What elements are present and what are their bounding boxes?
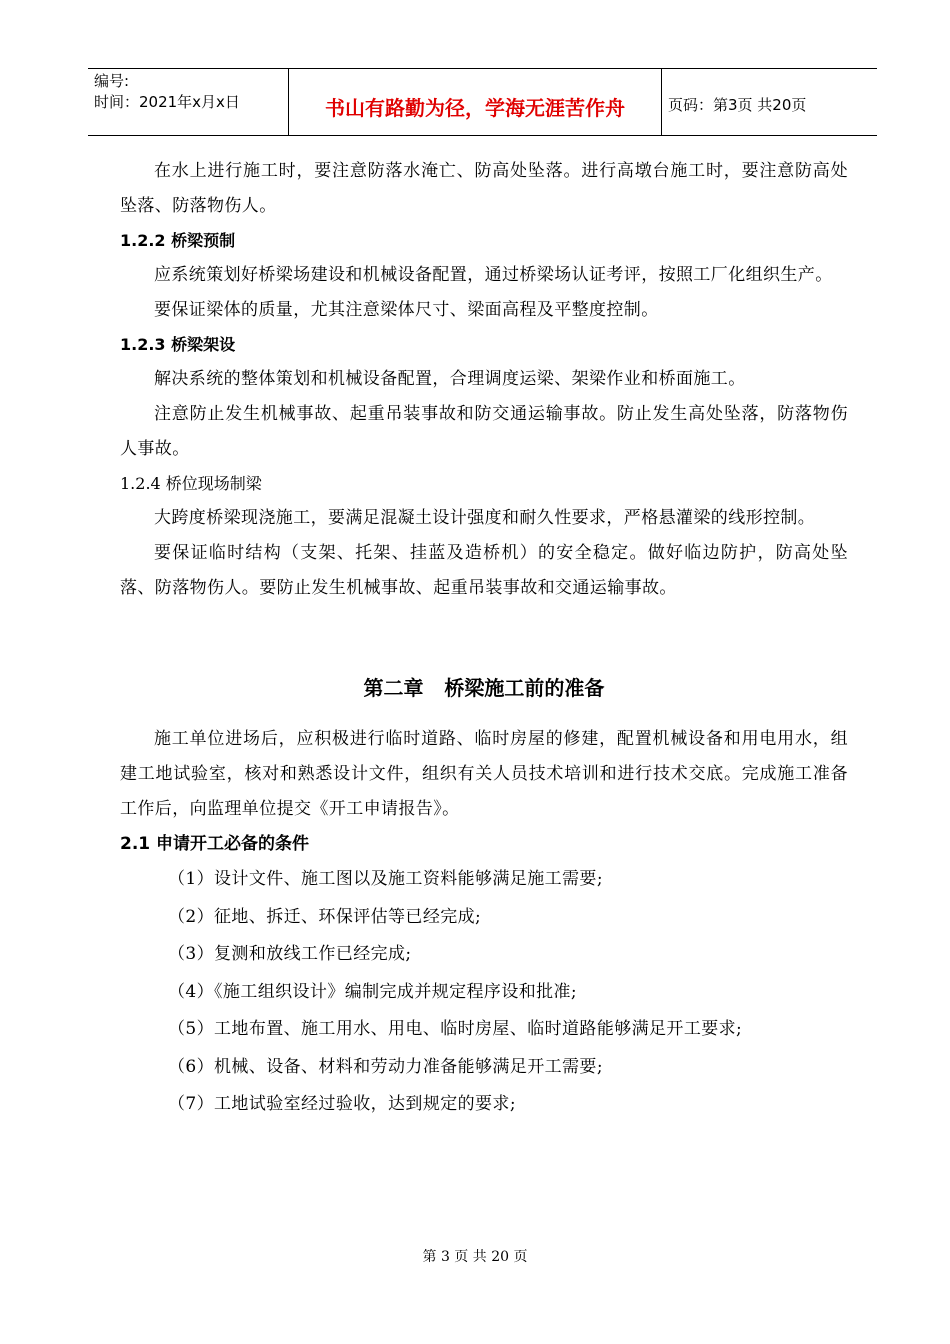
condition-item: （1）设计文件、施工图以及施工资料能够满足施工需要; <box>168 869 603 889</box>
section-title: 2.1 申请开工必备的条件 <box>120 834 310 854</box>
body-paragraph: 应系统策划好桥梁场建设和机械设备配置，通过桥梁场认证考评，按照工厂化组织生产。 <box>154 265 833 285</box>
condition-item: （6）机械、设备、材料和劳动力准备能够满足开工需要; <box>168 1056 603 1077</box>
condition-item: （2）征地、拆迁、环保评估等已经完成; <box>168 906 482 927</box>
page-footer: 第 3 页 共 20 页 <box>422 1249 528 1265</box>
condition-item: （7）工地试验室经过验收，达到规定的要求; <box>168 1094 516 1114</box>
page-header <box>88 68 877 136</box>
condition-item: （4）《施工组织设计》编制完成并规定程序设和批准; <box>168 981 578 1002</box>
section-1-2-paragraphs <box>120 154 848 606</box>
conditions-list <box>120 861 848 1124</box>
body-paragraph: 大跨度桥梁现浇施工，要满足混凝土设计强度和耐久性要求，严格悬灌梁的线形控制。 <box>154 508 816 528</box>
header-page-label: 页码：第3页 共20页 <box>668 95 807 114</box>
header-meta <box>88 69 288 135</box>
subsection-heading: 1.2.3 桥梁架设 <box>120 335 236 354</box>
subsection-heading: 1.2.4 桥位现场制梁 <box>120 474 262 493</box>
header-motto: 书山有路勤为径，学海无涯苦作舟 <box>288 69 662 135</box>
body-paragraph: 在水上进行施工时，要注意防落水淹亡、防高处坠落。进行高墩台施工时，要注意防高处坠落、防落物伤人。 <box>120 161 848 216</box>
chapter-intro: 施工单位进场后，应积极进行临时道路、临时房屋的修建，配置机械设备和用电用水，组建工地试验室，核对和熟悉设计文件，组织有关人员技术培训和进行技术交底。完成施工准备工作后，向监理单位提交《开工申请报告》。 <box>120 729 848 819</box>
condition-item: （3）复测和放线工作已经完成; <box>168 944 412 964</box>
number-label: 编号: <box>94 72 130 90</box>
body-paragraph: 解决系统的整体策划和机械设备配置，合理调度运梁、架梁作业和桥面施工。 <box>154 369 746 389</box>
subsection-heading: 1.2.2 桥梁预制 <box>120 231 236 250</box>
time-label: 时间：2021年x月x日 <box>94 93 240 111</box>
document-body <box>120 154 848 1124</box>
chapter-title: 第二章 桥梁施工前的准备 <box>363 676 605 700</box>
body-paragraph: 要保证临时结构（支架、托架、挂蓝及造桥机）的安全稳定。做好临边防护，防高处坠落、防落物伤人。要防止发生机械事故、起重吊装事故和交通运输事故。 <box>120 543 848 598</box>
body-paragraph: 要保证梁体的质量，尤其注意梁体尺寸、梁面高程及平整度控制。 <box>154 300 659 320</box>
body-paragraph: 注意防止发生机械事故、起重吊装事故和防交通运输事故。防止发生高处坠落，防落物伤人事故。 <box>120 404 848 459</box>
condition-item: （5）工地布置、施工用水、用电、临时房屋、临时道路能够满足开工要求; <box>168 1019 743 1039</box>
